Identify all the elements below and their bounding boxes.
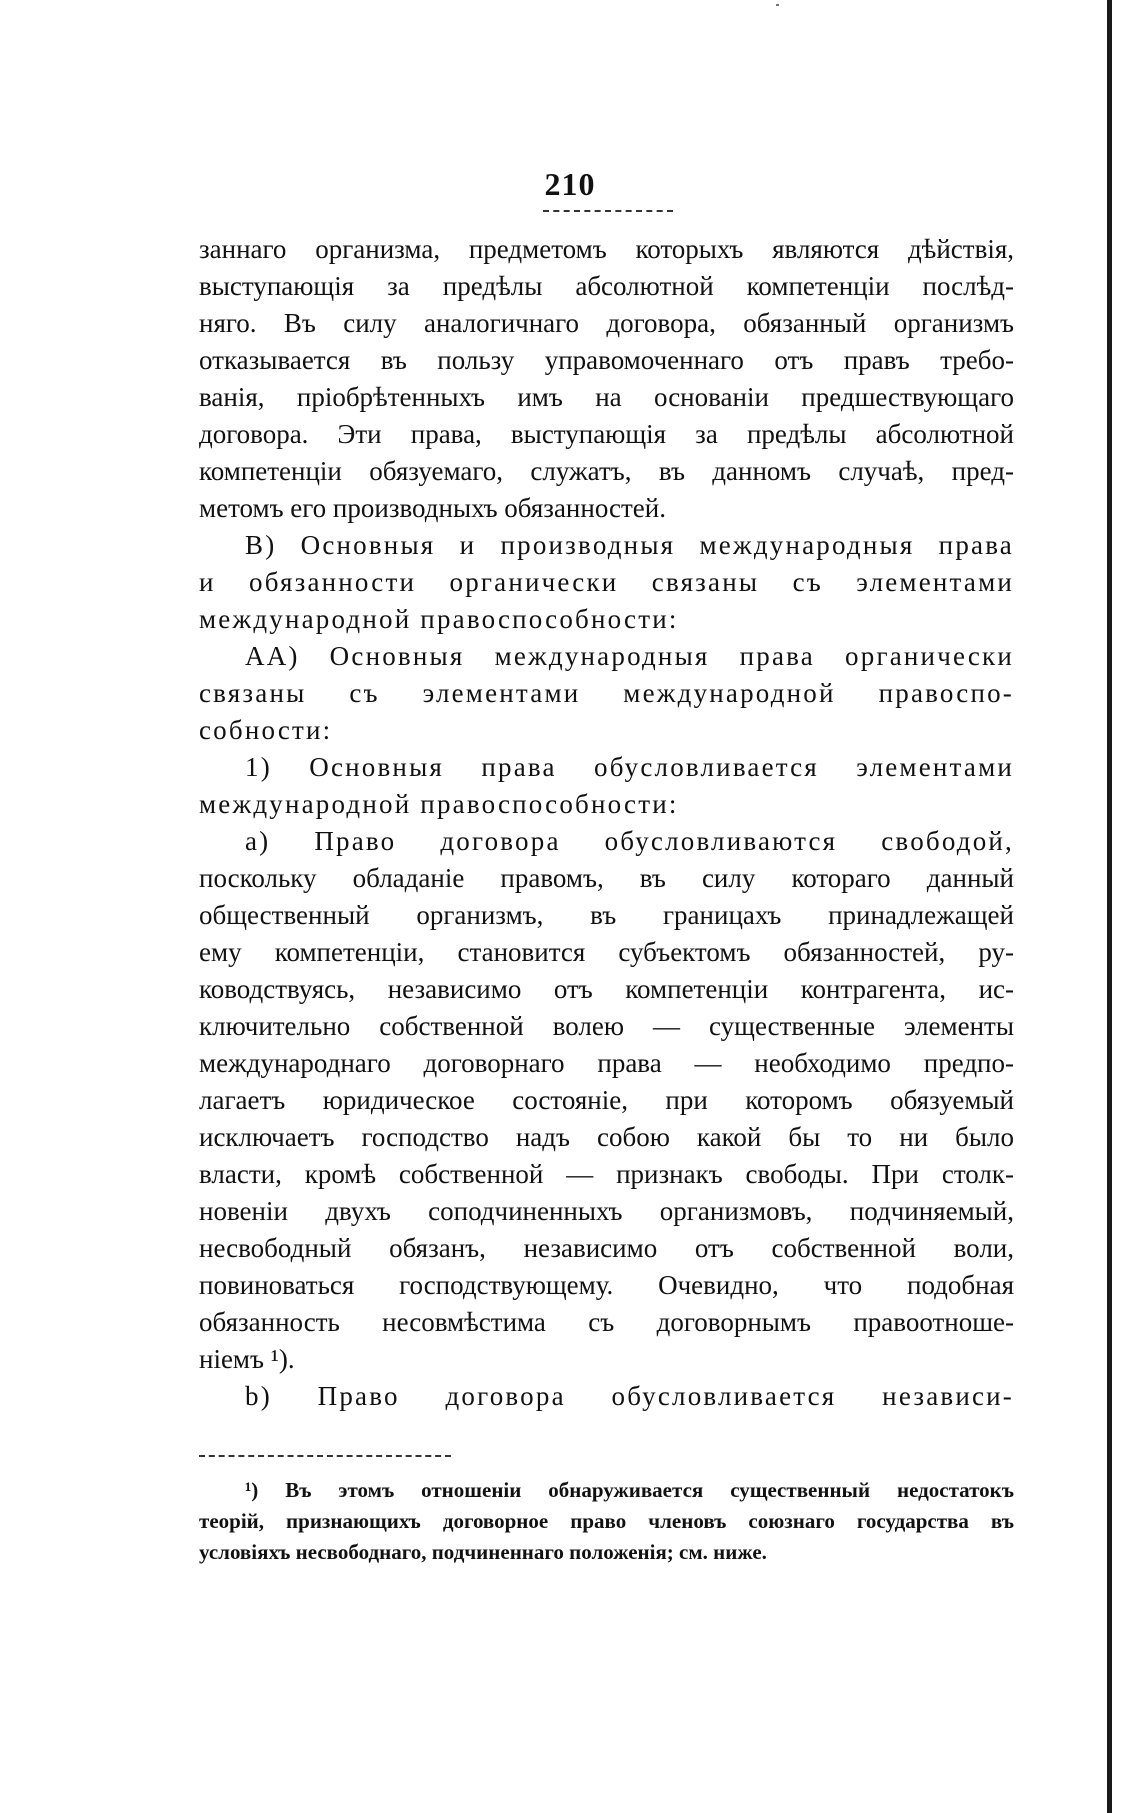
- body-line: и обязанности органически связаны съ элементами: [199, 567, 1014, 597]
- body-line: несвободный обязанъ, независимо отъ собственной воли,: [199, 1233, 1014, 1263]
- body-line: ніемъ ¹).: [199, 1344, 295, 1374]
- body-line: выступающія за предѣлы абсолютной компетенціи послѣд-: [199, 271, 1014, 301]
- body-line: власти, кромѣ собственной — признакъ свободы. При столк-: [199, 1159, 1014, 1189]
- section-heading-b-lower: b) Право договора обусловливается независи-: [245, 1381, 1014, 1411]
- body-line: общественный организмъ, въ границахъ принадлежащей: [199, 900, 1014, 930]
- footnotes: [199, 1475, 1014, 1568]
- body-line: международной правоспособности:: [199, 789, 679, 819]
- body-line: повиноваться господствующему. Очевидно, что подобная: [199, 1270, 1014, 1300]
- page-binding-edge: [1107, 0, 1112, 1813]
- section-heading-b: B) Основныя и производныя международныя права: [245, 530, 1014, 560]
- body-line: лагаетъ юридическое состояніе, при которомъ обязуемый: [199, 1085, 1014, 1115]
- body-line: исключаетъ господство надъ собою какой бы то ни было: [199, 1122, 1014, 1152]
- body-line: поскольку обладаніе правомъ, въ силу котораго данный: [199, 863, 1014, 893]
- body-text: [199, 231, 1014, 1415]
- body-line: няго. Въ силу аналогичнаго договора, обязанный организмъ: [199, 308, 1014, 338]
- body-line: ванія, пріобрѣтенныхъ имъ на основаніи предшествующаго: [199, 382, 1014, 412]
- body-line: международнаго договорнаго права — необходимо предпо-: [199, 1048, 1014, 1078]
- footnote-line: ¹) Въ этомъ отношеніи обнаруживается существенный недостатокъ: [245, 1478, 1014, 1502]
- section-heading-aa: AA) Основныя международныя права органически: [245, 641, 1014, 671]
- footnote-line: условіяхъ несвободнаго, подчиненнаго положенія; см. ниже.: [199, 1540, 767, 1564]
- body-line: компетенціи обязуемаго, служатъ, въ данномъ случаѣ, пред-: [199, 456, 1014, 486]
- body-line: обязанность несовмѣстима съ договорнымъ правоотноше-: [199, 1307, 1014, 1337]
- scan-speck: [776, 4, 779, 6]
- page-number: 210: [544, 166, 596, 202]
- body-line: ководствуясь, независимо отъ компетенціи контрагента, ис-: [199, 974, 1014, 1004]
- footnote-line: теорій, признающихъ договорное право членовъ союзнаго государства въ: [199, 1509, 1014, 1533]
- section-heading-1: 1) Основныя права обусловливается элементами: [245, 752, 1014, 782]
- body-line: договора. Эти права, выступающія за предѣлы абсолютной: [199, 419, 1014, 449]
- body-line: ключительно собственной волею — существенные элементы: [199, 1011, 1014, 1041]
- body-line: заннаго организма, предметомъ которыхъ являются дѣйствія,: [199, 234, 1014, 264]
- body-line: ему компетенціи, становится субъектомъ обязанностей, ру-: [199, 937, 1014, 967]
- body-line: новеніи двухъ соподчиненныхъ организмовъ, подчиняемый,: [199, 1196, 1014, 1226]
- page-number-rule: [543, 210, 673, 212]
- body-line: собности:: [199, 715, 333, 745]
- body-line: международной правоспособности:: [199, 604, 679, 634]
- body-line: метомъ его производныхъ обязанностей.: [199, 493, 666, 523]
- footnote-rule: [199, 1455, 451, 1457]
- body-line: отказывается въ пользу управомоченнаго отъ правъ требо-: [199, 345, 1014, 375]
- section-heading-a: a) Право договора обусловливаются свободой,: [245, 826, 1014, 856]
- body-line: связаны съ элементами международной правоспо-: [199, 678, 1014, 708]
